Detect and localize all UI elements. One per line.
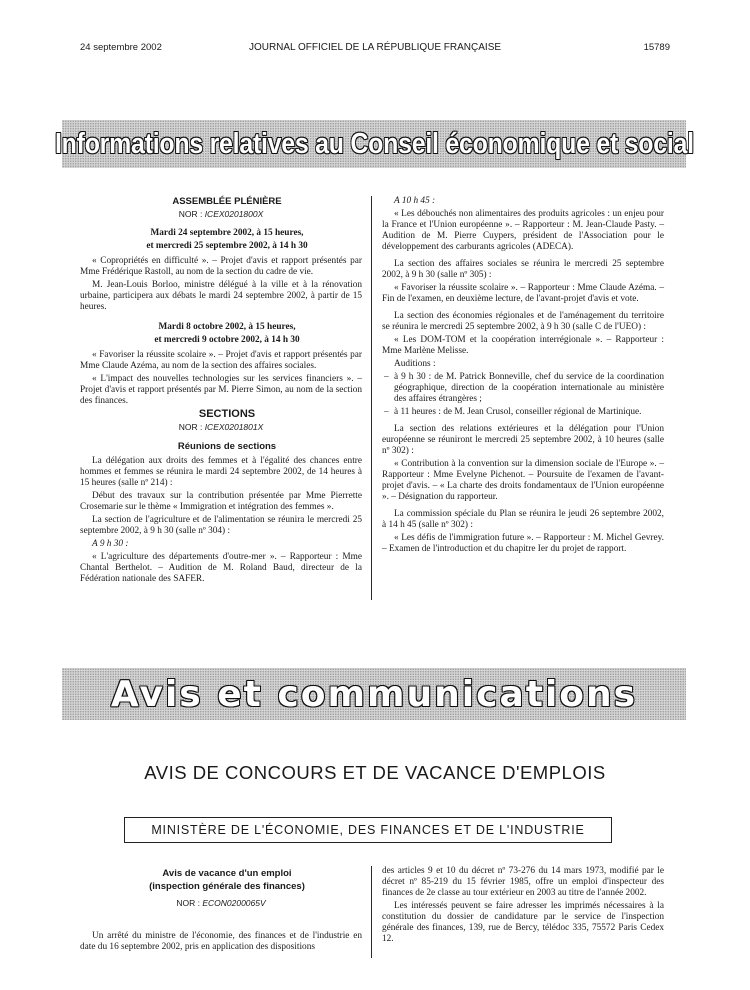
page-header (80, 42, 670, 56)
paragraph: des articles 9 et 10 du décret nº 73-276 du 14 mars 1973, modifié par le décret nº 85-219 du 15 février 1985, offre un emploi d'inspecteur des finances de 2e classe au tour extérieur en 2003 au titre de l'année 2002. (382, 866, 664, 898)
paragraph: La délégation aux droits des femmes et à l'égalité des chances entre hommes et femmes se réunira le mardi 24 septembre 2002, de 14 heures à 15 heures (salle nº 214) : (80, 456, 362, 488)
paragraph: A 10 h 45 : (394, 196, 436, 206)
paragraph: « Les défis de l'immigration future ». – Rapporteur : M. Michel Gevrey. – Examen de l'introduction et du chapitre Ier du projet de rapport. (382, 533, 664, 554)
bottom-left-column (80, 868, 362, 955)
sections-title: SECTIONS (198, 408, 256, 420)
ministry-title: MINISTÈRE DE L'ÉCONOMIE, DES FINANCES ET DE L'INDUSTRIE (151, 823, 585, 837)
paragraph: « Les DOM-TOM et la coopération interrégionale ». – Rapporteur : Mme Marlène Melisse. (382, 335, 664, 356)
right-column (382, 196, 664, 557)
avis-banner (62, 668, 686, 720)
header-date: 24 septembre 2002 (80, 42, 162, 53)
section-heading: AVIS DE CONCOURS ET DE VACANCE D'EMPLOIS (144, 762, 606, 783)
left-column (80, 196, 362, 587)
ministry-box (124, 817, 612, 843)
session1-line1: Mardi 24 septembre 2002, à 15 heures, (150, 228, 304, 238)
paragraph: La commission spéciale du Plan se réunira le jeudi 26 septembre 2002, à 14 h 45 (salle nº 302) : (382, 509, 664, 530)
nor-ref: ICEX0201801X (204, 422, 264, 432)
avis-banner-title: Avis et communications (110, 673, 638, 715)
list-item: – à 11 heures : de M. Jean Crusol, conseiller régional de Martinique. (382, 407, 664, 418)
nor-ref: ICEX0201800X (204, 209, 264, 219)
session2-line2: et mercredi 9 octobre 2002, à 14 h 30 (154, 335, 300, 345)
paragraph: Auditions : (394, 359, 436, 369)
paragraph: La section des économies régionales et de l'aménagement du territoire se réunira le mercredi 25 septembre 2002, à 9 h 30 (salle C de l'UEO) : (382, 311, 664, 332)
paragraph: La section des relations extérieures et la délégation pour l'Union européenne se réuniront le mercredi 25 septembre 2002, à 10 heures (salle nº 302) : (382, 424, 664, 456)
ces-banner-title: Informations relatives au Conseil économique et social (54, 127, 694, 160)
paragraph: « Copropriétés en difficulté ». – Projet d'avis et rapport présentés par Mme Frédérique Rastoll, au nom de la section du cadre de vie. (80, 256, 362, 277)
column-divider (371, 866, 372, 958)
paragraph: M. Jean-Louis Borloo, ministre délégué à la ville et à la rénovation urbaine, participera aux débats le mardi 24 septembre 2002, à partir de 15 heures. (80, 280, 362, 312)
nor-ref: ECON0200065V (202, 898, 266, 908)
nor-label: NOR : (178, 422, 203, 432)
paragraph: La section des affaires sociales se réunira le mercredi 25 septembre 2002, à 9 h 30 (salle nº 305) : (382, 259, 664, 280)
assembly-nor (80, 209, 362, 220)
paragraph: Les intéressés peuvent se faire adresser les imprimés nécessaires à la constitution du dossier de candidature par le service de l'inspection générale des finances, 139, rue de Bercy, télédoc 335, 75572 Paris Cedex 12. (382, 901, 664, 944)
paragraph: « L'impact des nouvelles technologies sur les services financiers ». – Projet d'avis et rapport présentés par M. Pierre Simon, au nom de la section des finances. (80, 374, 362, 406)
nor-label: NOR : (178, 209, 203, 219)
nor-label: NOR : (176, 898, 200, 908)
header-page-number: 15789 (643, 42, 670, 53)
ces-banner (54, 120, 694, 168)
assembly-title: ASSEMBLÉE PLÉNIÈRE (172, 196, 282, 207)
paragraph: « Contribution à la convention sur la dimension sociale de l'Europe ». – Rapporteur : Mme Evelyne Pichenot. – Poursuite de l'examen de l'avant-projet d'avis. – « La charte des droits fondamentaux de l'Union européenne ». – Désignation du rapporteur. (382, 459, 664, 502)
vacancy-nor (80, 898, 362, 909)
paragraph: A 9 h 30 : (92, 539, 129, 549)
list-item: – à 9 h 30 : de M. Patrick Bonneville, chef du service de la coordination géographique, direction de la coopération internationale au ministère des affaires étrangères ; (382, 372, 664, 405)
paragraph: Un arrêté du ministre de l'économie, des finances et de l'industrie en date du 16 septembre 2002, pris en application des dispositions (80, 931, 362, 952)
vacancy-title-line1: Avis de vacance d'un emploi (162, 868, 292, 879)
vacancy-title-line2: (inspection générale des finances) (149, 881, 305, 892)
paragraph: « Les débouchés non alimentaires des produits agricoles : un enjeu pour la France et l'Union européenne ». – Rapporteur : M. Jean-Claude Pasty. – Audition de M. Pierre Cuypers, président de l'Association pour le développement des carburants agricoles (ADECA). (382, 209, 664, 252)
paragraph: La section de l'agriculture et de l'alimentation se réunira le mercredi 25 septembre 2002, à 9 h 30 (salle nº 304) : (80, 515, 362, 536)
session1-line2: et mercredi 25 septembre 2002, à 14 h 30 (146, 241, 308, 251)
header-journal-title: JOURNAL OFFICIEL DE LA RÉPUBLIQUE FRANÇAISE (248, 42, 502, 53)
paragraph: Début des travaux sur la contribution présentée par Mme Pierrette Crosemarie sur le thème « Immigration et intégration des femmes ». (80, 491, 362, 512)
sections-nor (80, 422, 362, 433)
column-divider (371, 196, 372, 600)
paragraph: « Favoriser la réussite scolaire ». – Projet d'avis et rapport présentés par Mme Claude Azéma, au nom de la section des affaires sociales. (80, 350, 362, 371)
reunions-title: Réunions de sections (177, 441, 277, 452)
paragraph: « Favoriser la réussite scolaire ». – Rapporteur : Mme Claude Azéma. – Fin de l'examen, en deuxième lecture, de l'avant-projet d'avis et vote. (382, 283, 664, 304)
session2-line1: Mardi 8 octobre 2002, à 15 heures, (158, 322, 296, 332)
paragraph: « L'agriculture des départements d'outre-mer ». – Rapporteur : Mme Chantal Berthelot. – Audition de M. Roland Baud, directeur de la Fédération nationale des SAFER. (80, 552, 362, 584)
bottom-right-column (382, 866, 664, 947)
